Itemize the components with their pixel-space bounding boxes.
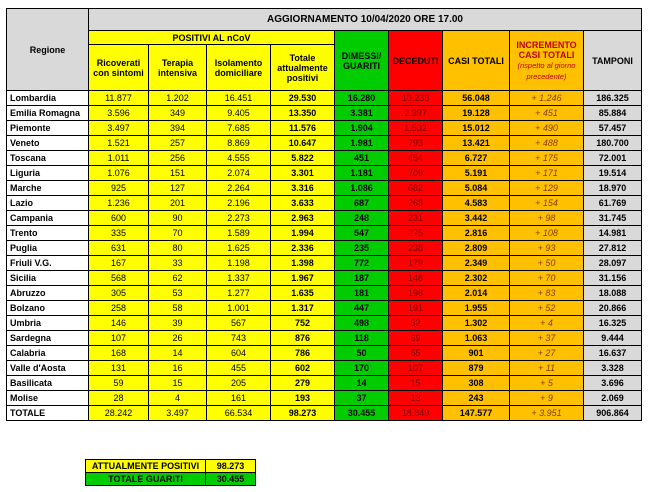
table-row — [7, 331, 642, 346]
terapia-cell: 349 — [149, 106, 207, 121]
incremento-cell: + 4 — [510, 316, 584, 331]
isolamento-cell: 455 — [207, 361, 271, 376]
tamponi-cell: 27.812 — [584, 241, 642, 256]
tamponi-cell: 2.069 — [584, 391, 642, 406]
terapia-cell: 394 — [149, 121, 207, 136]
isolamento-cell: 8.869 — [207, 136, 271, 151]
tamponi-cell: 180.700 — [584, 136, 642, 151]
table-row — [7, 391, 642, 406]
deceduti-cell: 454 — [389, 151, 443, 166]
totale-positivi-cell: 10.647 — [271, 136, 335, 151]
deceduti-cell: 148 — [389, 271, 443, 286]
terapia-cell: 53 — [149, 286, 207, 301]
casi-totali-cell: 13.421 — [443, 136, 510, 151]
deceduti-cell: 231 — [389, 211, 443, 226]
ricoverati-cell: 1.076 — [89, 166, 149, 181]
table-row — [7, 151, 642, 166]
header-incremento-title: INCREMENTO CASI TOTALI — [516, 39, 577, 60]
ricoverati-cell: 11.877 — [89, 91, 149, 106]
deceduti-cell: 18.849 — [389, 406, 443, 421]
totale-positivi-cell: 2.963 — [271, 211, 335, 226]
deceduti-cell: 709 — [389, 166, 443, 181]
ricoverati-cell: 167 — [89, 256, 149, 271]
tamponi-cell: 186.325 — [584, 91, 642, 106]
incremento-cell: + 37 — [510, 331, 584, 346]
table-row — [7, 121, 642, 136]
tamponi-cell: 31.156 — [584, 271, 642, 286]
table-row — [7, 211, 642, 226]
dimessi-cell: 498 — [335, 316, 389, 331]
totale-positivi-cell: 1.317 — [271, 301, 335, 316]
isolamento-cell: 161 — [207, 391, 271, 406]
ricoverati-cell: 28 — [89, 391, 149, 406]
totale-positivi-cell: 29.530 — [271, 91, 335, 106]
deceduti-cell: 65 — [389, 346, 443, 361]
casi-totali-cell: 6.727 — [443, 151, 510, 166]
ricoverati-cell: 146 — [89, 316, 149, 331]
header-totale-positivi: Totale attualmente positivi — [271, 45, 335, 91]
incremento-cell: + 490 — [510, 121, 584, 136]
table-row — [7, 166, 642, 181]
terapia-cell: 90 — [149, 211, 207, 226]
casi-totali-cell: 901 — [443, 346, 510, 361]
dimessi-cell: 50 — [335, 346, 389, 361]
dimessi-cell: 181 — [335, 286, 389, 301]
tamponi-cell: 28.097 — [584, 256, 642, 271]
table-row — [7, 316, 642, 331]
totale-positivi-cell: 98.273 — [271, 406, 335, 421]
terapia-cell: 1.202 — [149, 91, 207, 106]
tamponi-cell: 16.325 — [584, 316, 642, 331]
terapia-cell: 151 — [149, 166, 207, 181]
deceduti-cell: 263 — [389, 196, 443, 211]
table-row — [7, 271, 642, 286]
totale-positivi-cell: 3.633 — [271, 196, 335, 211]
region-name: Campania — [7, 211, 89, 226]
totale-positivi-cell: 279 — [271, 376, 335, 391]
tamponi-cell: 85.884 — [584, 106, 642, 121]
totale-positivi-cell: 876 — [271, 331, 335, 346]
casi-totali-cell: 1.955 — [443, 301, 510, 316]
deceduti-cell: 793 — [389, 136, 443, 151]
casi-totali-cell: 879 — [443, 361, 510, 376]
casi-totali-cell: 2.014 — [443, 286, 510, 301]
totals-row — [7, 406, 642, 421]
table-row — [7, 181, 642, 196]
dimessi-cell: 248 — [335, 211, 389, 226]
ricoverati-cell: 3.497 — [89, 121, 149, 136]
dimessi-cell: 1.181 — [335, 166, 389, 181]
deceduti-cell: 238 — [389, 241, 443, 256]
casi-totali-cell: 2.816 — [443, 226, 510, 241]
tamponi-cell: 31.745 — [584, 211, 642, 226]
ricoverati-cell: 107 — [89, 331, 149, 346]
dimessi-cell: 187 — [335, 271, 389, 286]
casi-totali-cell: 2.349 — [443, 256, 510, 271]
tamponi-cell: 16.637 — [584, 346, 642, 361]
terapia-cell: 15 — [149, 376, 207, 391]
casi-totali-cell: 2.302 — [443, 271, 510, 286]
ricoverati-cell: 3.596 — [89, 106, 149, 121]
update-title: AGGIORNAMENTO 10/04/2020 ORE 17.00 — [89, 9, 642, 31]
isolamento-cell: 1.001 — [207, 301, 271, 316]
isolamento-cell: 16.451 — [207, 91, 271, 106]
tamponi-cell: 20.866 — [584, 301, 642, 316]
totale-positivi-cell: 2.336 — [271, 241, 335, 256]
dimessi-cell: 1.904 — [335, 121, 389, 136]
tamponi-cell: 9.444 — [584, 331, 642, 346]
dimessi-cell: 451 — [335, 151, 389, 166]
isolamento-cell: 1.625 — [207, 241, 271, 256]
header-incremento-note: (rispetto al giorno precedente) — [517, 60, 576, 81]
table-row — [7, 286, 642, 301]
incremento-cell: + 451 — [510, 106, 584, 121]
casi-totali-cell: 2.809 — [443, 241, 510, 256]
region-name: Lazio — [7, 196, 89, 211]
summary-guariti-label: TOTALE GUARITI — [86, 473, 206, 486]
region-name: Molise — [7, 391, 89, 406]
deceduti-cell: 13 — [389, 391, 443, 406]
table-row — [7, 256, 642, 271]
isolamento-cell: 66.534 — [207, 406, 271, 421]
table-row — [7, 376, 642, 391]
casi-totali-cell: 1.063 — [443, 331, 510, 346]
incremento-cell: + 52 — [510, 301, 584, 316]
isolamento-cell: 1.589 — [207, 226, 271, 241]
tamponi-cell: 3.328 — [584, 361, 642, 376]
region-name: Lombardia — [7, 91, 89, 106]
casi-totali-cell: 15.012 — [443, 121, 510, 136]
table-row — [7, 196, 642, 211]
casi-totali-cell: 5.191 — [443, 166, 510, 181]
totale-positivi-cell: 13.350 — [271, 106, 335, 121]
totale-positivi-cell: 752 — [271, 316, 335, 331]
incremento-cell: + 129 — [510, 181, 584, 196]
tamponi-cell: 19.514 — [584, 166, 642, 181]
isolamento-cell: 4.555 — [207, 151, 271, 166]
ricoverati-cell: 600 — [89, 211, 149, 226]
header-deceduti: DECEDUTI — [389, 31, 443, 91]
region-name: Sardegna — [7, 331, 89, 346]
deceduti-cell: 15 — [389, 376, 443, 391]
tamponi-cell: 14.981 — [584, 226, 642, 241]
dimessi-cell: 772 — [335, 256, 389, 271]
incremento-cell: + 3.951 — [510, 406, 584, 421]
tamponi-cell: 3.696 — [584, 376, 642, 391]
deceduti-cell: 52 — [389, 316, 443, 331]
terapia-cell: 3.497 — [149, 406, 207, 421]
totale-positivi-cell: 193 — [271, 391, 335, 406]
isolamento-cell: 567 — [207, 316, 271, 331]
ricoverati-cell: 925 — [89, 181, 149, 196]
deceduti-cell: 275 — [389, 226, 443, 241]
summary-guariti-value: 30.455 — [206, 473, 256, 486]
header-dimessi: DIMESSI/ GUARITI — [335, 31, 389, 91]
incremento-cell: + 175 — [510, 151, 584, 166]
terapia-cell: 256 — [149, 151, 207, 166]
incremento-cell: + 154 — [510, 196, 584, 211]
isolamento-cell: 604 — [207, 346, 271, 361]
isolamento-cell: 1.198 — [207, 256, 271, 271]
table-row — [7, 136, 642, 151]
totale-positivi-cell: 602 — [271, 361, 335, 376]
casi-totali-cell: 4.583 — [443, 196, 510, 211]
deceduti-cell: 69 — [389, 331, 443, 346]
incremento-cell: + 93 — [510, 241, 584, 256]
casi-totali-cell: 19.128 — [443, 106, 510, 121]
incremento-cell: + 108 — [510, 226, 584, 241]
dimessi-cell: 235 — [335, 241, 389, 256]
casi-totali-cell: 243 — [443, 391, 510, 406]
incremento-cell: + 98 — [510, 211, 584, 226]
header-isolamento: Isolamento domiciliare — [207, 45, 271, 91]
casi-totali-cell: 56.048 — [443, 91, 510, 106]
region-name: Veneto — [7, 136, 89, 151]
header-incremento — [510, 31, 584, 91]
dimessi-cell: 547 — [335, 226, 389, 241]
totale-positivi-cell: 1.994 — [271, 226, 335, 241]
region-name: Basilicata — [7, 376, 89, 391]
table-row — [7, 241, 642, 256]
terapia-cell: 16 — [149, 361, 207, 376]
terapia-cell: 62 — [149, 271, 207, 286]
casi-totali-cell: 3.442 — [443, 211, 510, 226]
totale-positivi-cell: 1.635 — [271, 286, 335, 301]
dimessi-cell: 118 — [335, 331, 389, 346]
isolamento-cell: 1.337 — [207, 271, 271, 286]
ricoverati-cell: 28.242 — [89, 406, 149, 421]
terapia-cell: 26 — [149, 331, 207, 346]
tamponi-cell: 72.001 — [584, 151, 642, 166]
ricoverati-cell: 305 — [89, 286, 149, 301]
casi-totali-cell: 5.084 — [443, 181, 510, 196]
dimessi-cell: 16.280 — [335, 91, 389, 106]
table-row — [7, 106, 642, 121]
header-terapia: Terapia intensiva — [149, 45, 207, 91]
deceduti-cell: 198 — [389, 286, 443, 301]
dimessi-cell: 14 — [335, 376, 389, 391]
incremento-cell: + 27 — [510, 346, 584, 361]
dimessi-cell: 687 — [335, 196, 389, 211]
casi-totali-cell: 147.577 — [443, 406, 510, 421]
ricoverati-cell: 1.236 — [89, 196, 149, 211]
table-row — [7, 301, 642, 316]
terapia-cell: 33 — [149, 256, 207, 271]
region-name: Valle d'Aosta — [7, 361, 89, 376]
region-name: Toscana — [7, 151, 89, 166]
deceduti-cell: 179 — [389, 256, 443, 271]
terapia-cell: 14 — [149, 346, 207, 361]
deceduti-cell: 1.532 — [389, 121, 443, 136]
tamponi-cell: 906.864 — [584, 406, 642, 421]
summary-positivi-value: 98.273 — [206, 460, 256, 473]
ricoverati-cell: 258 — [89, 301, 149, 316]
terapia-cell: 58 — [149, 301, 207, 316]
region-name: Calabria — [7, 346, 89, 361]
tamponi-cell: 61.769 — [584, 196, 642, 211]
incremento-cell: + 5 — [510, 376, 584, 391]
summary-box — [85, 459, 256, 486]
region-name: Sicilia — [7, 271, 89, 286]
region-name: Piemonte — [7, 121, 89, 136]
tamponi-cell: 18.970 — [584, 181, 642, 196]
ricoverati-cell: 1.011 — [89, 151, 149, 166]
terapia-cell: 4 — [149, 391, 207, 406]
table-row — [7, 361, 642, 376]
header-tamponi: TAMPONI — [584, 31, 642, 91]
totale-positivi-cell: 1.967 — [271, 271, 335, 286]
isolamento-cell: 205 — [207, 376, 271, 391]
deceduti-cell: 2.397 — [389, 106, 443, 121]
incremento-cell: + 9 — [510, 391, 584, 406]
deceduti-cell: 191 — [389, 301, 443, 316]
casi-totali-cell: 308 — [443, 376, 510, 391]
isolamento-cell: 2.273 — [207, 211, 271, 226]
isolamento-cell: 2.264 — [207, 181, 271, 196]
incremento-cell: + 70 — [510, 271, 584, 286]
incremento-cell: + 11 — [510, 361, 584, 376]
ricoverati-cell: 59 — [89, 376, 149, 391]
region-name: Umbria — [7, 316, 89, 331]
totale-positivi-cell: 3.301 — [271, 166, 335, 181]
terapia-cell: 70 — [149, 226, 207, 241]
region-name: Abruzzo — [7, 286, 89, 301]
terapia-cell: 201 — [149, 196, 207, 211]
dimessi-cell: 447 — [335, 301, 389, 316]
totale-positivi-cell: 11.576 — [271, 121, 335, 136]
table-row — [7, 91, 642, 106]
terapia-cell: 127 — [149, 181, 207, 196]
header-positivi-group: POSITIVI AL nCoV — [89, 31, 335, 45]
ricoverati-cell: 131 — [89, 361, 149, 376]
deceduti-cell: 107 — [389, 361, 443, 376]
isolamento-cell: 743 — [207, 331, 271, 346]
region-name: Trento — [7, 226, 89, 241]
ricoverati-cell: 568 — [89, 271, 149, 286]
ricoverati-cell: 168 — [89, 346, 149, 361]
isolamento-cell: 9.405 — [207, 106, 271, 121]
dimessi-cell: 37 — [335, 391, 389, 406]
tamponi-cell: 57.457 — [584, 121, 642, 136]
incremento-cell: + 1.246 — [510, 91, 584, 106]
isolamento-cell: 1.277 — [207, 286, 271, 301]
region-name: Friuli V.G. — [7, 256, 89, 271]
casi-totali-cell: 1.302 — [443, 316, 510, 331]
totale-positivi-cell: 786 — [271, 346, 335, 361]
covid-data-table — [6, 8, 642, 421]
ricoverati-cell: 631 — [89, 241, 149, 256]
dimessi-cell: 170 — [335, 361, 389, 376]
header-regione: Regione — [7, 9, 89, 91]
incremento-cell: + 488 — [510, 136, 584, 151]
dimessi-cell: 1.981 — [335, 136, 389, 151]
deceduti-cell: 10.238 — [389, 91, 443, 106]
incremento-cell: + 83 — [510, 286, 584, 301]
region-name: Emilia Romagna — [7, 106, 89, 121]
terapia-cell: 80 — [149, 241, 207, 256]
region-name: TOTALE — [7, 406, 89, 421]
totale-positivi-cell: 3.316 — [271, 181, 335, 196]
ricoverati-cell: 1.521 — [89, 136, 149, 151]
region-name: Liguria — [7, 166, 89, 181]
dimessi-cell: 1.086 — [335, 181, 389, 196]
totale-positivi-cell: 1.398 — [271, 256, 335, 271]
isolamento-cell: 2.196 — [207, 196, 271, 211]
ricoverati-cell: 335 — [89, 226, 149, 241]
header-casi-totali: CASI TOTALI — [443, 31, 510, 91]
summary-positivi-label: ATTUALMENTE POSITIVI — [86, 460, 206, 473]
table-row — [7, 346, 642, 361]
terapia-cell: 257 — [149, 136, 207, 151]
tamponi-cell: 18.088 — [584, 286, 642, 301]
totale-positivi-cell: 5.822 — [271, 151, 335, 166]
isolamento-cell: 7.685 — [207, 121, 271, 136]
incremento-cell: + 171 — [510, 166, 584, 181]
region-name: Bolzano — [7, 301, 89, 316]
isolamento-cell: 2.074 — [207, 166, 271, 181]
incremento-cell: + 50 — [510, 256, 584, 271]
dimessi-cell: 30.455 — [335, 406, 389, 421]
region-name: Marche — [7, 181, 89, 196]
header-ricoverati: Ricoverati con sintomi — [89, 45, 149, 91]
terapia-cell: 39 — [149, 316, 207, 331]
table-row — [7, 226, 642, 241]
region-name: Puglia — [7, 241, 89, 256]
deceduti-cell: 682 — [389, 181, 443, 196]
dimessi-cell: 3.381 — [335, 106, 389, 121]
